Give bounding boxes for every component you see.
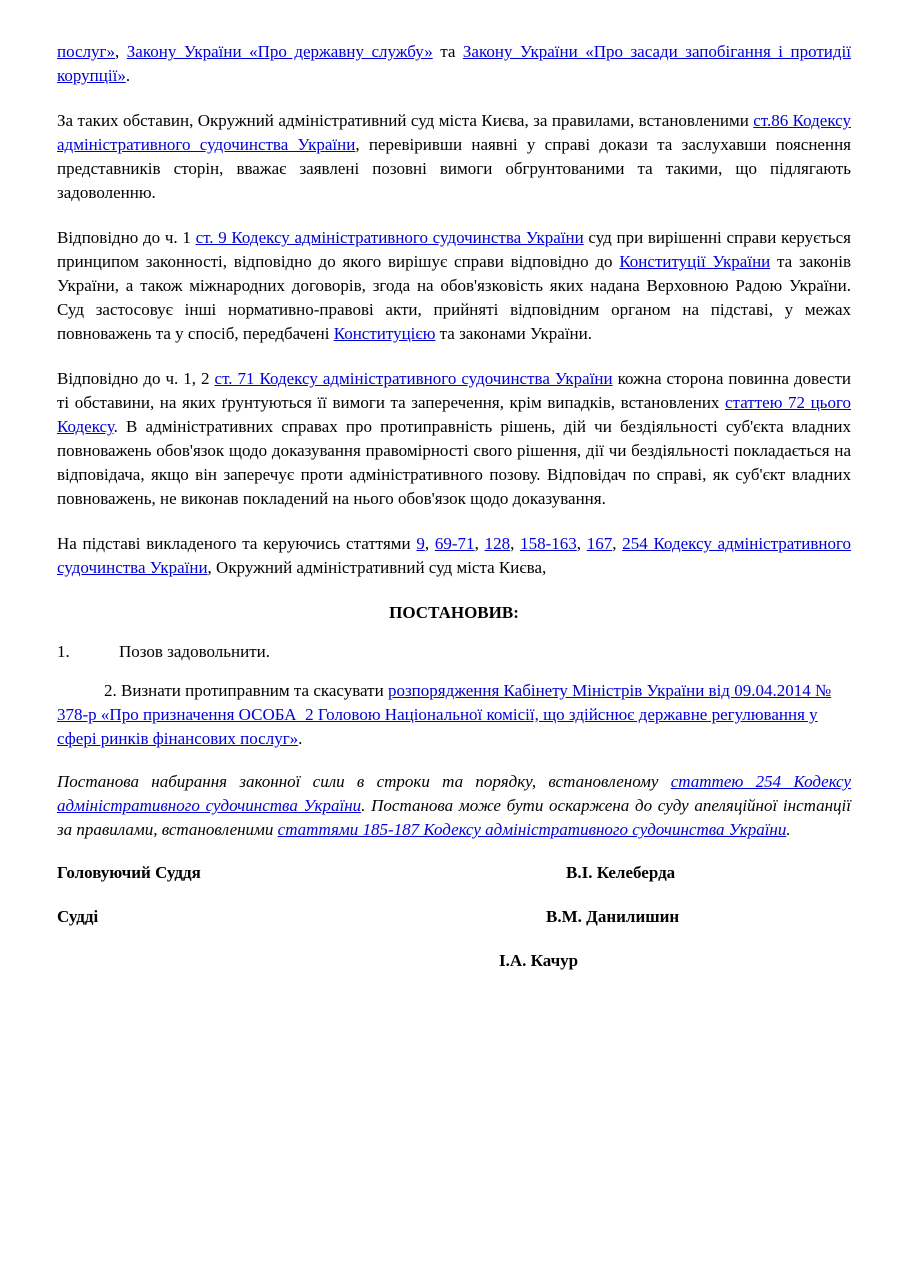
text: 2. Визнати протиправним та скасувати: [104, 681, 388, 700]
signature-row-presiding: [57, 863, 851, 887]
separator: ,: [576, 534, 587, 553]
link-constitution[interactable]: Конституції України: [619, 252, 771, 271]
link-cabinet-order[interactable]: розпорядження Кабінету Міністрів України від 09.04.2014 № 378-р «Про призначення ОСОБА_2 Головою Національної комісії, що здійснює державне регулювання у сфері ринків фінансових послуг»: [57, 681, 832, 748]
text: Постанова набирання законної сили в строки та порядку, встановленому: [57, 772, 671, 791]
signature-row-judges: [57, 907, 851, 931]
signature-row-judge-2: [57, 951, 851, 975]
link-article-71[interactable]: ст. 71 Кодексу адміністративного судочинства України: [214, 369, 613, 388]
link-law-continuation[interactable]: послуг»: [57, 42, 116, 61]
text: Відповідно до ч. 1, 2: [57, 369, 215, 388]
paragraph-circumstances: [57, 109, 851, 205]
link-article-86[interactable]: ст.86 Кодексу адміністративного судочинства України: [57, 111, 851, 154]
separator: ,: [474, 534, 485, 553]
text: На підставі викладеного та керуючись статтями: [57, 534, 417, 553]
text: ,: [115, 42, 127, 61]
separator: ,: [510, 534, 521, 553]
separator: ,: [424, 534, 435, 553]
text: .: [125, 66, 131, 85]
text: , Окружний адміністративний суд міста Києва,: [207, 558, 547, 577]
text: суд при вирішенні справи керується принципом законності, відповідно до якого вирішує справи відповідно до: [57, 228, 851, 271]
item-text: Позов задовольнити.: [119, 642, 270, 661]
link-articles-158-163[interactable]: 158-163: [520, 534, 577, 553]
link-constitution-2[interactable]: Конституцією: [333, 324, 436, 343]
text: За таких обставин, Окружний адміністративний суд міста Києва, за правилами, встановленими: [57, 111, 754, 130]
link-article-9[interactable]: ст. 9 Кодексу адміністративного судочинства України: [195, 228, 584, 247]
resolution-item-1: [57, 642, 851, 662]
text: .: [298, 729, 303, 748]
judge-2-name: І.А. Качур: [499, 951, 579, 970]
document-page: [57, 40, 851, 975]
link-article-167[interactable]: 167: [586, 534, 613, 553]
item-number: 1.: [57, 642, 70, 661]
link-articles-185-187[interactable]: статтями 185-187 Кодексу адміністративного судочинства України: [277, 820, 787, 839]
resolution-item-2: [57, 679, 851, 751]
link-law-civil-service[interactable]: Закону України «Про державну службу»: [126, 42, 433, 61]
text: та: [432, 42, 463, 61]
judges-label: Судді: [57, 907, 99, 926]
presiding-judge-name: В.І. Келеберда: [566, 863, 676, 882]
text: кожна сторона повинна довести ті обставини, на яких ґрунтуються її вимоги та заперечення, крім випадків, встановлених: [57, 369, 851, 412]
resolution-heading: ПОСТАНОВИВ:: [389, 603, 519, 622]
paragraph-grounds: [57, 532, 851, 580]
link-law-anti-corruption[interactable]: Закону України «Про засади запобігання і протидії корупції»: [57, 42, 852, 85]
link-article-128[interactable]: 128: [484, 534, 511, 553]
text: та законів України, а також міжнародних договорів, згода на обов'язковість яких надана Верховною Радою України. Суд застосовує інші нормативно-правові акти, прийняті відповідним органом на підставі, у межах повноважень та у спосіб, передбачені: [57, 252, 851, 343]
text: Відповідно до ч. 1: [57, 228, 196, 247]
judge-1-name: В.М. Данилишин: [546, 907, 680, 926]
text: .: [786, 820, 791, 839]
separator: ,: [612, 534, 623, 553]
paragraph-appeal-notice: [57, 770, 851, 842]
link-article-9-short[interactable]: 9: [416, 534, 425, 553]
text: , перевіривши наявні у справі докази та заслухавши пояснення представників сторін, вважає заявлені позовні вимоги обгрунтованими та такими, що підлягають задоволенню.: [57, 135, 851, 202]
paragraph-continuation: [57, 40, 851, 88]
link-articles-69-71[interactable]: 69-71: [434, 534, 475, 553]
link-article-254-appeal[interactable]: статтею 254 Кодексу адміністративного судочинства України: [57, 772, 851, 815]
paragraph-article-71: [57, 367, 851, 511]
text: та законами України.: [435, 324, 592, 343]
link-article-254[interactable]: 254 Кодексу адміністративного судочинства України: [57, 534, 852, 577]
paragraph-article-9: [57, 226, 851, 346]
link-article-72[interactable]: статтею 72 цього Кодексу: [57, 393, 851, 436]
text: . Постанова може бути оскаржена до суду апеляційної інстанції за правилами, встановленими: [57, 796, 851, 839]
text: . В адміністративних справах про протиправність рішень, дій чи бездіяльності суб'єкта владних повноважень обов'язок щодо доказування правомірності свого рішення, дії чи бездіяльності покладається на відповідача, якщо він заперечує проти адміністративного позову. Відповідач по справі, як суб'єкт владних повноважень, не виконав покладений на нього обов'язок щодо доказування.: [57, 417, 851, 508]
presiding-judge-label: Головуючий Суддя: [57, 863, 201, 882]
